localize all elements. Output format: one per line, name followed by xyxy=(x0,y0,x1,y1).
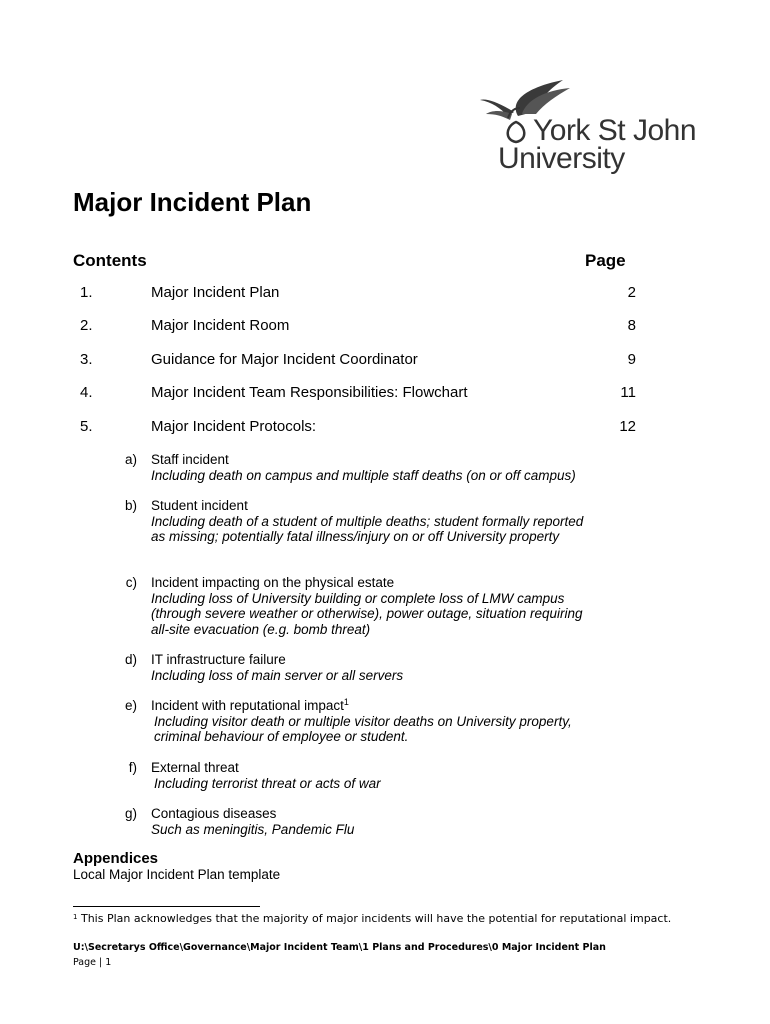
protocol-title: Incident with reputational impact xyxy=(151,698,344,713)
protocol-letter: a) xyxy=(124,452,137,467)
toc-number: 5. xyxy=(80,418,93,435)
protocol-title: External threat xyxy=(151,760,239,775)
toc-row xyxy=(0,417,770,437)
protocol-letter: c) xyxy=(125,575,137,590)
protocol-title: Contagious diseases xyxy=(151,806,277,821)
footer-page-number: Page | 1 xyxy=(73,957,112,968)
toc-title: Major Incident Team Responsibilities: Flowchart xyxy=(151,384,468,401)
footnote-divider xyxy=(73,906,260,907)
toc-page: 11 xyxy=(620,384,636,401)
toc-page: 12 xyxy=(619,418,636,435)
toc-title: Major Incident Plan xyxy=(151,284,280,301)
logo-text-line2: University xyxy=(498,142,625,175)
toc-page: 2 xyxy=(627,284,636,301)
footer-file-path: U:\Secretarys Office\Governance\Major Incident Team\1 Plans and Procedures\0 Major Incident Plan xyxy=(73,942,606,953)
toc-page: 9 xyxy=(627,351,636,368)
protocol-title: Incident impacting on the physical estate xyxy=(151,575,395,590)
protocol-title: Staff incident xyxy=(151,452,229,467)
toc-row xyxy=(0,383,770,403)
toc-row xyxy=(0,350,770,370)
appendices-heading: Appendices xyxy=(73,850,159,867)
toc-number: 1. xyxy=(80,284,93,301)
toc-page: 8 xyxy=(627,317,636,334)
protocol-letter: d) xyxy=(124,652,137,667)
appendices-item: Local Major Incident Plan template xyxy=(73,867,281,882)
toc-row xyxy=(0,316,770,336)
contents-heading: Contents xyxy=(73,251,147,270)
toc-row xyxy=(0,283,770,303)
footnote-reference: 1 xyxy=(343,697,349,707)
protocol-letter: b) xyxy=(124,498,137,513)
toc-number: 4. xyxy=(80,384,93,401)
toc-number: 3. xyxy=(80,351,93,368)
footnote xyxy=(73,912,671,926)
toc-title: Guidance for Major Incident Coordinator xyxy=(151,351,418,368)
protocol-description: Including loss of main server or all servers xyxy=(151,667,404,683)
document-title: Major Incident Plan xyxy=(73,187,312,217)
protocol-title: IT infrastructure failure xyxy=(151,652,286,667)
footnote-text: This Plan acknowledges that the majority of major incidents will have the potential for reputational impact. xyxy=(80,912,672,925)
protocol-description: Including loss of University building or complete loss of LMW campus (through severe weather or otherwise), power outage, situation requiring all-site evacuation (e.g. bomb threat) xyxy=(151,590,583,637)
protocol-description: Including terrorist threat or acts of war xyxy=(154,775,381,791)
toc-title: Major Incident Protocols: xyxy=(151,418,317,435)
protocol-description: Including visitor death or multiple visitor deaths on University property, criminal behaviour of employee or student. xyxy=(154,713,572,745)
protocol-letter: g) xyxy=(124,806,137,821)
protocol-description: Including death on campus and multiple staff deaths (on or off campus) xyxy=(151,467,576,483)
protocol-description: Including death of a student of multiple deaths; student formally reported as missing; potentially fatal illness/injury on or off University property xyxy=(151,513,584,545)
protocol-letter: e) xyxy=(124,698,137,713)
toc-number: 2. xyxy=(80,317,93,334)
page-column-heading: Page xyxy=(585,251,626,270)
protocol-letter: f) xyxy=(128,760,137,775)
university-logo xyxy=(478,78,698,178)
footnote-mark: 1 xyxy=(73,913,78,921)
toc-title: Major Incident Room xyxy=(151,317,290,334)
protocol-description: Such as meningitis, Pandemic Flu xyxy=(151,821,355,837)
logo-text-line1: York St John xyxy=(533,114,696,147)
protocol-title: Student incident xyxy=(151,498,248,513)
